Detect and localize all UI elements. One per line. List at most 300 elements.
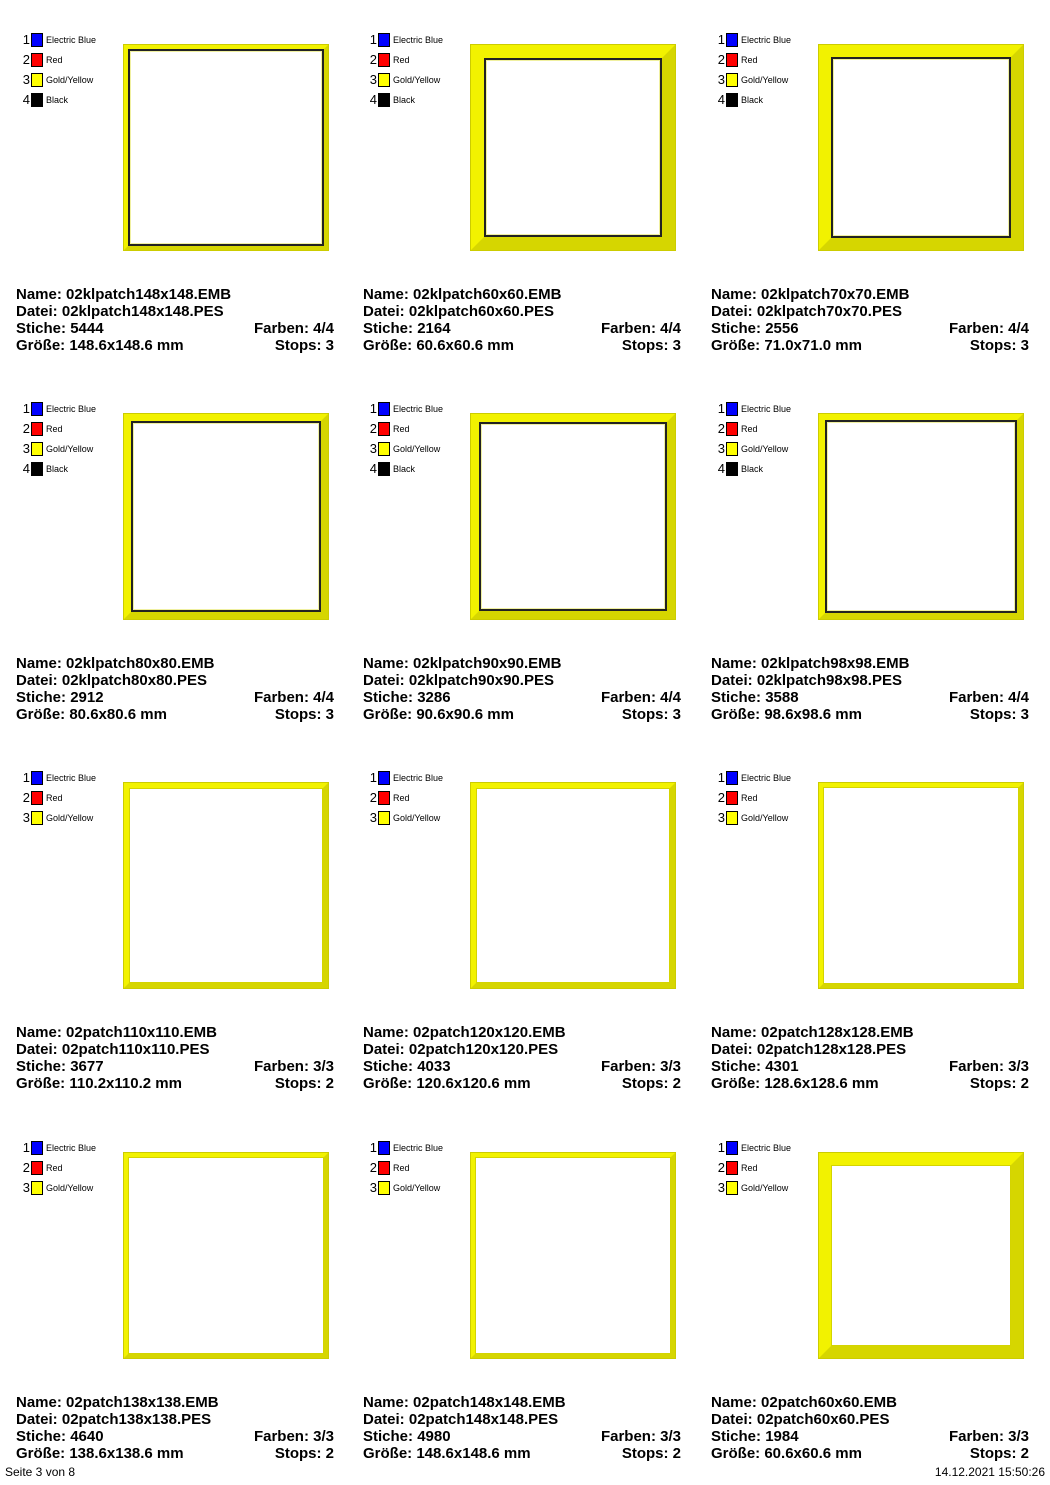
color-swatch [31,33,43,47]
design-colors: Farben: 3/3 [948,1428,1029,1445]
design-info [711,1394,1029,1462]
legend-number: 3 [717,72,725,87]
info-stitches-row [711,689,1029,706]
page-number: Seite 3 von 8 [5,1465,76,1479]
legend-item [20,30,96,50]
legend-color-name: Gold/Yellow [741,813,789,823]
design-card [361,1138,691,1483]
design-file: Datei: 02klpatch90x90.PES [363,672,554,689]
design-stops: Stops: 3 [969,337,1029,354]
legend-item [715,1158,791,1178]
design-stitches: Stiche: 1984 [711,1428,799,1445]
legend-item [20,419,96,439]
color-swatch [378,1141,390,1155]
color-swatch [726,811,738,825]
legend-color-name: Electric Blue [46,1143,97,1153]
color-swatch [378,73,390,87]
legend-item [367,788,443,808]
color-legend [715,399,791,479]
design-colors: Farben: 3/3 [600,1428,681,1445]
color-swatch [726,422,738,436]
design-name: Name: 02klpatch60x60.EMB [363,286,562,303]
legend-item [715,70,791,90]
info-stitches-row [363,1428,681,1445]
color-swatch [726,73,738,87]
info-file-row [711,1041,1029,1058]
info-file-row [16,672,334,689]
color-swatch [31,1181,43,1195]
info-stitches-row [711,320,1029,337]
legend-color-name: Gold/Yellow [741,75,789,85]
color-swatch [31,462,43,476]
legend-item [367,768,443,788]
design-stops: Stops: 2 [969,1075,1029,1092]
design-stitches: Stiche: 4301 [711,1058,799,1075]
info-name-row [363,1024,681,1041]
design-colors: Farben: 3/3 [253,1058,334,1075]
legend-number: 1 [369,401,377,416]
design-preview-outline [479,422,667,611]
design-preview-outline [831,57,1011,238]
color-swatch [378,791,390,805]
design-size: Größe: 60.6x60.6 mm [363,337,514,354]
legend-color-name: Electric Blue [393,1143,444,1153]
design-stops: Stops: 3 [274,337,334,354]
legend-number: 2 [22,1160,30,1175]
color-swatch [726,771,738,785]
design-size: Größe: 120.6x120.6 mm [363,1075,531,1092]
design-card [14,30,344,375]
color-swatch [378,462,390,476]
color-swatch [726,442,738,456]
legend-color-name: Gold/Yellow [741,1183,789,1193]
legend-item [367,30,443,50]
color-legend [715,30,791,110]
legend-number: 1 [22,32,30,47]
legend-color-name: Red [46,793,63,803]
design-colors: Farben: 4/4 [948,689,1029,706]
info-size-row [16,1445,334,1462]
legend-item [715,50,791,70]
legend-number: 2 [22,421,30,436]
color-swatch [31,442,43,456]
legend-color-name: Gold/Yellow [741,444,789,454]
legend-number: 3 [369,810,377,825]
design-colors: Farben: 4/4 [600,689,681,706]
info-name-row [16,1024,334,1041]
legend-number: 2 [717,52,725,67]
legend-number: 4 [22,92,30,107]
color-swatch [378,811,390,825]
design-info [711,655,1029,723]
color-legend [367,768,443,828]
legend-number: 3 [717,810,725,825]
design-colors: Farben: 4/4 [948,320,1029,337]
legend-item [367,90,443,110]
color-swatch [31,791,43,805]
legend-item [367,399,443,419]
design-info [16,655,334,723]
design-stops: Stops: 2 [274,1075,334,1092]
legend-color-name: Gold/Yellow [393,75,441,85]
legend-number: 4 [369,92,377,107]
legend-item [367,419,443,439]
design-preview-outline [131,421,321,612]
legend-color-name: Red [46,424,63,434]
legend-color-name: Black [741,95,764,105]
info-file-row [16,1041,334,1058]
color-legend [367,30,443,110]
design-card [361,399,691,744]
legend-color-name: Gold/Yellow [393,1183,441,1193]
design-card [709,768,1039,1113]
legend-item [20,459,96,479]
legend-number: 2 [717,1160,725,1175]
legend-number: 1 [369,1140,377,1155]
color-swatch [378,33,390,47]
info-name-row [711,1394,1029,1411]
design-colors: Farben: 3/3 [948,1058,1029,1075]
design-stitches: Stiche: 3286 [363,689,451,706]
legend-number: 2 [22,790,30,805]
design-file: Datei: 02klpatch80x80.PES [16,672,207,689]
color-legend [20,399,96,479]
design-preview-outline [128,49,324,246]
color-swatch [378,93,390,107]
design-stops: Stops: 3 [274,706,334,723]
design-preview [124,414,328,619]
design-stops: Stops: 2 [969,1445,1029,1462]
legend-color-name: Red [393,55,410,65]
design-info [16,1024,334,1092]
legend-item [715,439,791,459]
info-size-row [711,1445,1029,1462]
info-name-row [16,286,334,303]
legend-item [20,50,96,70]
legend-color-name: Red [46,55,63,65]
info-size-row [363,706,681,723]
design-stops: Stops: 2 [621,1445,681,1462]
color-swatch [378,402,390,416]
design-size: Größe: 60.6x60.6 mm [711,1445,862,1462]
legend-color-name: Electric Blue [46,35,97,45]
info-name-row [16,655,334,672]
info-name-row [711,286,1029,303]
design-name: Name: 02patch138x138.EMB [16,1394,219,1411]
legend-color-name: Electric Blue [393,35,444,45]
legend-number: 2 [369,1160,377,1175]
legend-item [20,70,96,90]
legend-number: 1 [22,401,30,416]
legend-number: 2 [717,790,725,805]
legend-number: 3 [22,1180,30,1195]
legend-item [367,459,443,479]
design-file: Datei: 02patch128x128.PES [711,1041,907,1058]
legend-number: 2 [22,52,30,67]
legend-item [20,90,96,110]
info-size-row [363,337,681,354]
design-preview [819,1153,1023,1358]
info-file-row [711,1411,1029,1428]
legend-color-name: Gold/Yellow [393,444,441,454]
design-info [363,1024,681,1092]
legend-number: 2 [369,790,377,805]
design-file: Datei: 02patch138x138.PES [16,1411,212,1428]
design-info [363,655,681,723]
legend-item [715,808,791,828]
color-swatch [31,93,43,107]
design-preview-outline [476,788,670,983]
info-stitches-row [363,689,681,706]
info-size-row [363,1075,681,1092]
design-size: Größe: 80.6x80.6 mm [16,706,167,723]
design-colors: Farben: 4/4 [253,320,334,337]
legend-color-name: Electric Blue [46,404,97,414]
legend-number: 3 [369,72,377,87]
legend-color-name: Electric Blue [741,35,792,45]
legend-color-name: Gold/Yellow [46,813,94,823]
color-swatch [378,422,390,436]
legend-number: 2 [369,421,377,436]
legend-item [367,808,443,828]
legend-number: 1 [369,770,377,785]
info-stitches-row [711,1058,1029,1075]
design-file: Datei: 02klpatch60x60.PES [363,303,554,320]
design-stitches: Stiche: 3588 [711,689,799,706]
legend-item [20,788,96,808]
legend-number: 3 [22,72,30,87]
legend-item [367,70,443,90]
design-stitches: Stiche: 2164 [363,320,451,337]
color-swatch [31,771,43,785]
legend-item [367,1178,443,1198]
legend-color-name: Black [46,464,69,474]
legend-color-name: Electric Blue [741,1143,792,1153]
design-card [361,30,691,375]
color-legend [367,399,443,479]
legend-item [367,1158,443,1178]
color-legend [20,30,96,110]
info-file-row [363,1041,681,1058]
design-file: Datei: 02klpatch148x148.PES [16,303,224,320]
print-timestamp: 14.12.2021 15:50:26 [934,1465,1045,1479]
design-size: Größe: 110.2x110.2 mm [16,1075,182,1092]
info-file-row [363,672,681,689]
design-stops: Stops: 2 [274,1445,334,1462]
color-legend [715,768,791,828]
info-name-row [363,286,681,303]
legend-item [20,1138,96,1158]
design-size: Größe: 90.6x90.6 mm [363,706,514,723]
legend-item [715,768,791,788]
design-preview-outline [831,1165,1011,1346]
color-swatch [726,1181,738,1195]
design-name: Name: 02patch148x148.EMB [363,1394,566,1411]
design-preview [819,414,1023,619]
color-swatch [726,791,738,805]
legend-number: 3 [717,441,725,456]
legend-number: 2 [369,52,377,67]
design-file: Datei: 02patch110x110.PES [16,1041,210,1058]
design-name: Name: 02klpatch148x148.EMB [16,286,232,303]
info-size-row [711,1075,1029,1092]
info-stitches-row [16,1428,334,1445]
design-stitches: Stiche: 5444 [16,320,104,337]
design-colors: Farben: 4/4 [600,320,681,337]
design-card [14,1138,344,1483]
color-legend [715,1138,791,1198]
info-size-row [363,1445,681,1462]
design-name: Name: 02patch128x128.EMB [711,1024,914,1041]
info-name-row [711,655,1029,672]
color-swatch [378,1161,390,1175]
design-preview-outline [484,58,662,237]
legend-color-name: Electric Blue [741,773,792,783]
legend-item [367,439,443,459]
legend-number: 4 [717,92,725,107]
legend-number: 4 [22,461,30,476]
info-file-row [363,1411,681,1428]
design-card [709,30,1039,375]
legend-item [715,788,791,808]
legend-number: 3 [22,441,30,456]
design-preview-outline [823,787,1019,984]
info-size-row [711,337,1029,354]
design-preview-outline [475,1157,671,1354]
color-swatch [31,1141,43,1155]
color-swatch [31,1161,43,1175]
legend-item [715,30,791,50]
info-name-row [711,1024,1029,1041]
legend-item [367,50,443,70]
legend-item [715,459,791,479]
color-swatch [31,73,43,87]
color-swatch [31,53,43,67]
legend-color-name: Red [741,55,758,65]
design-stops: Stops: 3 [621,706,681,723]
color-swatch [726,1141,738,1155]
legend-number: 3 [369,441,377,456]
design-size: Größe: 138.6x138.6 mm [16,1445,184,1462]
design-info [16,286,334,354]
legend-item [715,399,791,419]
legend-color-name: Red [393,793,410,803]
info-stitches-row [711,1428,1029,1445]
color-swatch [726,33,738,47]
design-info [16,1394,334,1462]
info-name-row [16,1394,334,1411]
design-file: Datei: 02patch148x148.PES [363,1411,559,1428]
color-swatch [726,402,738,416]
legend-number: 4 [717,461,725,476]
design-name: Name: 02patch110x110.EMB [16,1024,217,1041]
design-preview-outline [825,420,1017,613]
design-info [363,1394,681,1462]
design-preview-outline [129,788,323,983]
legend-color-name: Electric Blue [393,773,444,783]
info-size-row [16,1075,334,1092]
color-swatch [726,462,738,476]
design-size: Größe: 128.6x128.6 mm [711,1075,879,1092]
design-preview [124,1153,328,1358]
color-legend [20,768,96,828]
info-name-row [363,655,681,672]
legend-number: 1 [717,401,725,416]
design-preview [471,45,675,250]
design-name: Name: 02patch60x60.EMB [711,1394,897,1411]
info-file-row [16,303,334,320]
design-name: Name: 02patch120x120.EMB [363,1024,566,1041]
legend-item [20,768,96,788]
info-stitches-row [16,320,334,337]
info-size-row [16,337,334,354]
legend-item [715,419,791,439]
legend-color-name: Gold/Yellow [46,444,94,454]
color-swatch [726,93,738,107]
legend-number: 1 [717,32,725,47]
info-file-row [711,303,1029,320]
info-name-row [363,1394,681,1411]
design-size: Größe: 98.6x98.6 mm [711,706,862,723]
design-info [363,286,681,354]
legend-item [20,439,96,459]
design-size: Größe: 71.0x71.0 mm [711,337,862,354]
design-stops: Stops: 2 [621,1075,681,1092]
design-info [711,286,1029,354]
design-preview [819,45,1023,250]
design-stitches: Stiche: 4640 [16,1428,104,1445]
design-stitches: Stiche: 4980 [363,1428,451,1445]
design-preview [471,1153,675,1358]
legend-color-name: Red [393,424,410,434]
color-swatch [726,53,738,67]
legend-color-name: Red [393,1163,410,1173]
design-name: Name: 02klpatch98x98.EMB [711,655,910,672]
design-stitches: Stiche: 4033 [363,1058,451,1075]
legend-color-name: Gold/Yellow [46,75,94,85]
design-file: Datei: 02klpatch70x70.PES [711,303,902,320]
legend-color-name: Electric Blue [393,404,444,414]
design-preview [819,783,1023,988]
design-stitches: Stiche: 2912 [16,689,104,706]
info-stitches-row [363,1058,681,1075]
legend-color-name: Red [741,1163,758,1173]
design-stops: Stops: 3 [621,337,681,354]
legend-number: 1 [717,770,725,785]
legend-number: 2 [717,421,725,436]
info-stitches-row [16,689,334,706]
legend-number: 1 [369,32,377,47]
legend-number: 1 [717,1140,725,1155]
design-preview-outline [128,1157,324,1354]
color-swatch [378,442,390,456]
legend-item [20,399,96,419]
design-size: Größe: 148.6x148.6 mm [16,337,184,354]
design-preview [471,783,675,988]
design-name: Name: 02klpatch90x90.EMB [363,655,562,672]
legend-color-name: Red [46,1163,63,1173]
legend-number: 1 [22,770,30,785]
legend-item [367,1138,443,1158]
info-file-row [363,303,681,320]
legend-color-name: Electric Blue [46,773,97,783]
design-preview [471,414,675,619]
legend-color-name: Black [393,95,416,105]
info-size-row [711,706,1029,723]
legend-item [715,1178,791,1198]
design-card [361,768,691,1113]
design-colors: Farben: 4/4 [253,689,334,706]
